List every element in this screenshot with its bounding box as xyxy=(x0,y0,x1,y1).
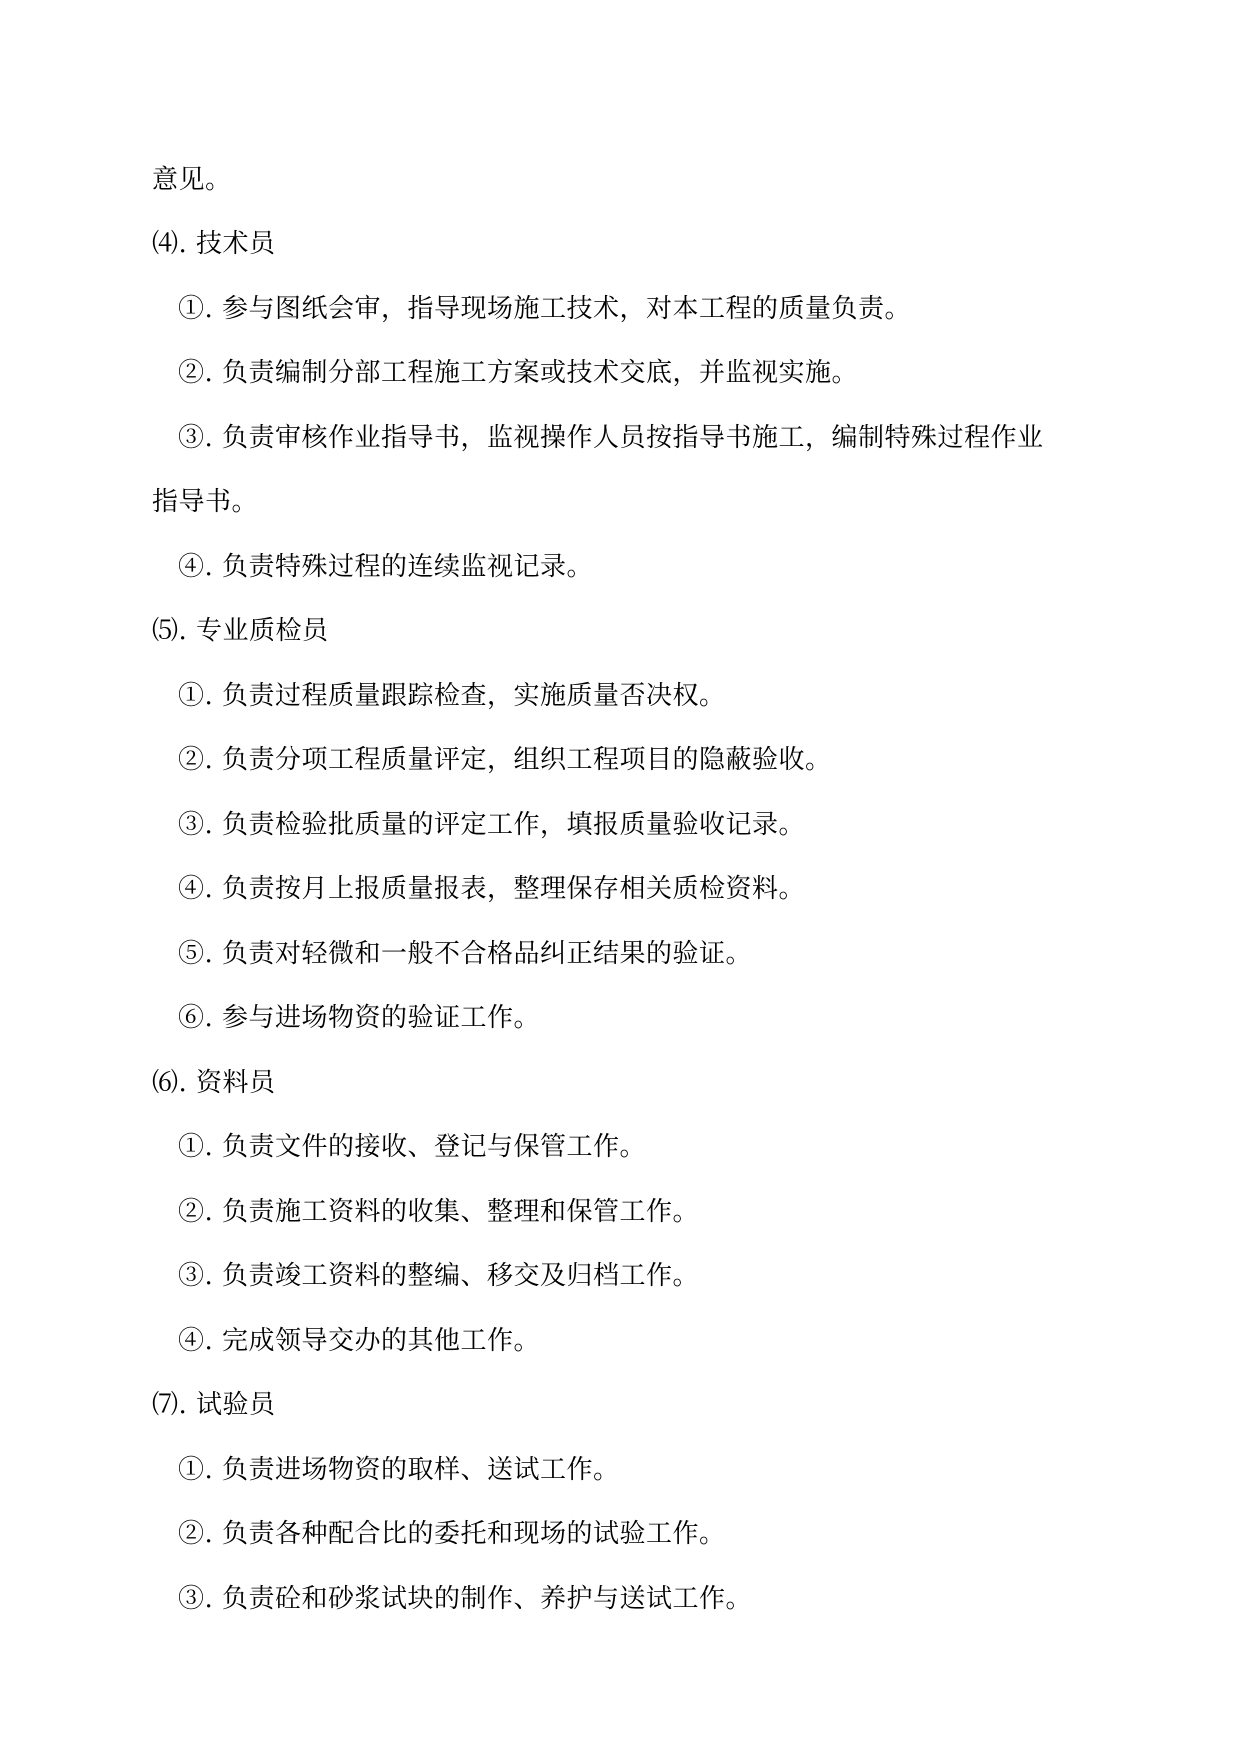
list-item: ⑥. 参与进场物资的验证工作。 xyxy=(178,1003,541,1033)
section-heading-technician: ⑷. 技术员 xyxy=(152,229,276,259)
list-item: ③. 负责审核作业指导书，监视操作人员按指导书施工，编制特殊过程作业 xyxy=(178,423,1044,453)
list-item: ①. 负责进场物资的取样、送试工作。 xyxy=(178,1455,620,1485)
list-item: ②. 负责施工资料的收集、整理和保管工作。 xyxy=(178,1197,700,1227)
text-line: 指导书。 xyxy=(152,487,259,517)
list-item: ①. 负责文件的接收、登记与保管工作。 xyxy=(178,1132,647,1162)
section-heading-document-clerk: ⑹. 资料员 xyxy=(152,1068,276,1098)
list-item: ②. 负责分项工程质量评定，组织工程项目的隐蔽验收。 xyxy=(178,745,832,775)
list-item: ①. 负责过程质量跟踪检查，实施质量否决权。 xyxy=(178,681,726,711)
list-item: ①. 参与图纸会审，指导现场施工技术，对本工程的质量负责。 xyxy=(178,294,912,324)
list-item: ④. 负责按月上报质量报表，整理保存相关质检资料。 xyxy=(178,874,806,904)
section-heading-tester: ⑺. 试验员 xyxy=(152,1390,276,1420)
list-item: ④. 负责特殊过程的连续监视记录。 xyxy=(178,552,594,582)
list-item: ②. 负责编制分部工程施工方案或技术交底，并监视实施。 xyxy=(178,358,859,388)
list-item: ③. 负责竣工资料的整编、移交及归档工作。 xyxy=(178,1261,700,1291)
list-item: ②. 负责各种配合比的委托和现场的试验工作。 xyxy=(178,1519,726,1549)
list-item: ③. 负责砼和砂浆试块的制作、养护与送试工作。 xyxy=(178,1584,753,1614)
list-item: ④. 完成领导交办的其他工作。 xyxy=(178,1326,541,1356)
list-item: ③. 负责检验批质量的评定工作，填报质量验收记录。 xyxy=(178,810,806,840)
text-line: 意见。 xyxy=(152,165,232,195)
section-heading-quality-inspector: ⑸. 专业质检员 xyxy=(152,616,329,646)
list-item: ⑤. 负责对轻微和一般不合格品纠正结果的验证。 xyxy=(178,939,753,969)
